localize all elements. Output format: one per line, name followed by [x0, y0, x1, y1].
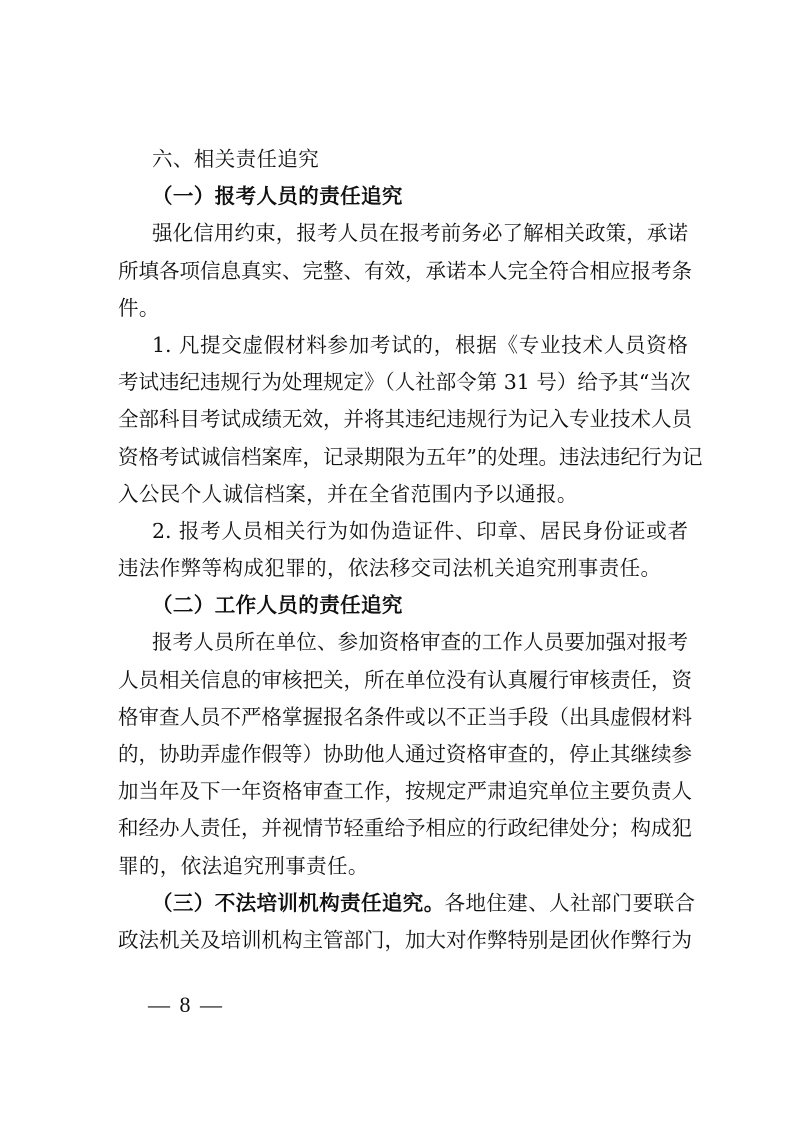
paragraph-line: 和经办人责任，并视情节轻重给予相应的行政纪律处分；构成犯: [118, 816, 692, 841]
paragraph-text: 各地住建、人社部门要联合: [444, 890, 696, 915]
paragraph-line: 政法机关及培训机构主管部门，加大对作弊特别是团伙作弊行为: [118, 927, 692, 952]
paragraph-line: 全部科目考试成绩无效，并将其违纪违规行为记入专业技术人员: [118, 407, 692, 432]
paragraph-line: 2. 报考人员相关行为如伪造证件、印章、居民身份证或者: [152, 518, 688, 543]
paragraph-line: 的，协助弄虚作假等）协助他人通过资格审查的，停止其继续参: [118, 742, 692, 766]
paragraph-line: 所填各项信息真实、完整、有效，承诺本人完全符合相应报考条: [118, 258, 692, 283]
paragraph-line: 1. 凡提交虚假材料参加考试的，根据《专业技术人员资格: [152, 332, 688, 357]
subsection-heading-1: （一）报考人员的责任追究: [152, 184, 403, 209]
document-page: [118, 141, 703, 959]
paragraph-line: 违法作弊等构成犯罪的，依法移交司法机关追究刑事责任。: [118, 556, 662, 581]
paragraph-line: 资格考试诚信档案库，记录期限为五年”的处理。违法违纪行为记: [118, 444, 703, 469]
paragraph-line: 人员相关信息的审核把关，所在单位没有认真履行审核责任，资: [118, 667, 692, 692]
paragraph-line: 罪的，依法追究刑事责任。: [118, 853, 369, 878]
paragraph-line: 强化信用约束，报考人员在报考前务必了解相关政策，承诺: [152, 221, 688, 246]
subsection-heading-3: （三）不法培训机构责任追究。: [152, 890, 445, 915]
paragraph-line: [118, 885, 696, 922]
paragraph-line: 件。: [118, 295, 160, 320]
paragraph-line: 格审查人员不严格掌握报名条件或以不正当手段（出具虚假材料: [118, 704, 692, 729]
paragraph-line: 加当年及下一年资格审查工作，按规定严肃追究单位主要负责人: [118, 779, 692, 804]
subsection-heading-2: （二）工作人员的责任追究: [152, 593, 403, 618]
paragraph-line: 入公民个人诚信档案，并在全省范围内予以通报。: [118, 481, 578, 506]
paragraph-line: 报考人员所在单位、参加资格审查的工作人员要加强对报考: [152, 630, 688, 655]
section-title: 六、相关责任追究: [152, 147, 320, 171]
page-number: — 8 —: [148, 992, 224, 1017]
paragraph-line: 考试违纪违规行为处理规定》（人社部令第 31 号）给予其“当次: [118, 370, 691, 395]
